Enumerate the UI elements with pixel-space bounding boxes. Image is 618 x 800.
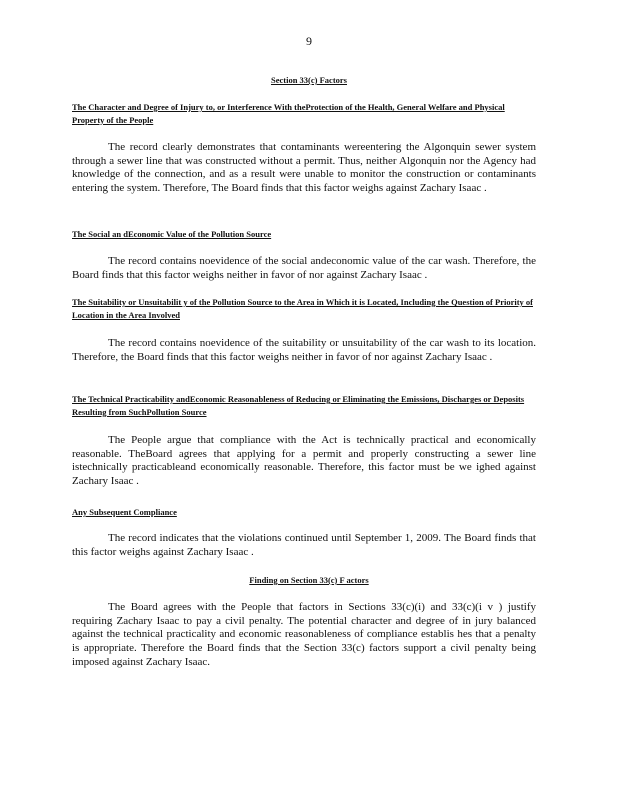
paragraph-suitability: [72, 337, 536, 364]
subheading-social-economic: The Social an dEconomic Value of the Pollution Source: [72, 229, 272, 239]
paragraph-character-degree: [72, 141, 536, 196]
paragraph-text: The record contains noevidence of the suitability or unsuitability of the car wash to its location. Therefore, the Board finds that this factor weighs neither in favor of nor against Zachary Isaac .: [72, 337, 536, 363]
paragraph-text: The Board agrees with the People that factors in Sections 33(c)(i) and 33(c)(i v ) justify requiring Zachary Isaac to pay a civil penalty. The potential character and degree of in jury balanced against the technical practicality and economic reasonableness of compliance establis hes that a penalty is appropriate. Therefore the Board finds that the Section 33(c) factors support a civil penalty being imposed against Zachary Isaac.: [72, 601, 536, 668]
finding-heading: Finding on Section 33(c) F actors: [249, 575, 369, 585]
paragraph-subsequent-compliance: [72, 532, 536, 559]
page-number: 9: [306, 34, 312, 48]
subheading-subsequent-compliance: Any Subsequent Compliance: [72, 507, 177, 517]
subheading-technical-practicability: The Technical Practicability andEconomic Reasonableness of Reducing or Eliminating the Emissions, Discharges or Deposits Resulting from SuchPollution Source: [72, 394, 525, 417]
paragraph-text: The record indicates that the violations continued until September 1, 2009. The Board finds that this factor weighs against Zachary Isaac .: [72, 532, 536, 558]
paragraph-text: The record contains noevidence of the social andeconomic value of the car wash. Therefore, the Board finds that this factor weighs neither in favor of nor against Zachary Isaac .: [72, 255, 536, 281]
paragraph-text: The People argue that compliance with the Act is technically practical and economically reasonable. TheBoard agrees that applying for a permit and properly constructing a sewer line istechnically practicableand economically reasonable. Therefore, this factor must be we ighed against Zachary Isaac .: [72, 434, 536, 488]
paragraph-finding: [72, 601, 536, 670]
paragraph-social-economic: [72, 255, 536, 282]
paragraph-technical-practicability: [72, 434, 536, 489]
section-heading: Section 33(c) Factors: [270, 75, 347, 85]
paragraph-text: The record clearly demonstrates that contaminants wereentering the Algonquin sewer system through a sewer line that was constructed without a permit. Thus, neither Algonquin nor the Agency had knowledge of the connection, and as a result were unable to monitor the construction or contaminants entering the system. Therefore, The Board finds that this factor weighs against Zachary Isaac .: [72, 141, 536, 195]
subheading-character-degree: The Character and Degree of Injury to, or Interference With theProtection of the Health, General Welfare and Physical Property of the People: [72, 102, 505, 125]
subheading-suitability: The Suitability or Unsuitabilit y of the Pollution Source to the Area in Which it is Located, Including the Question of Priority of Location in the Area Involved: [72, 297, 533, 320]
